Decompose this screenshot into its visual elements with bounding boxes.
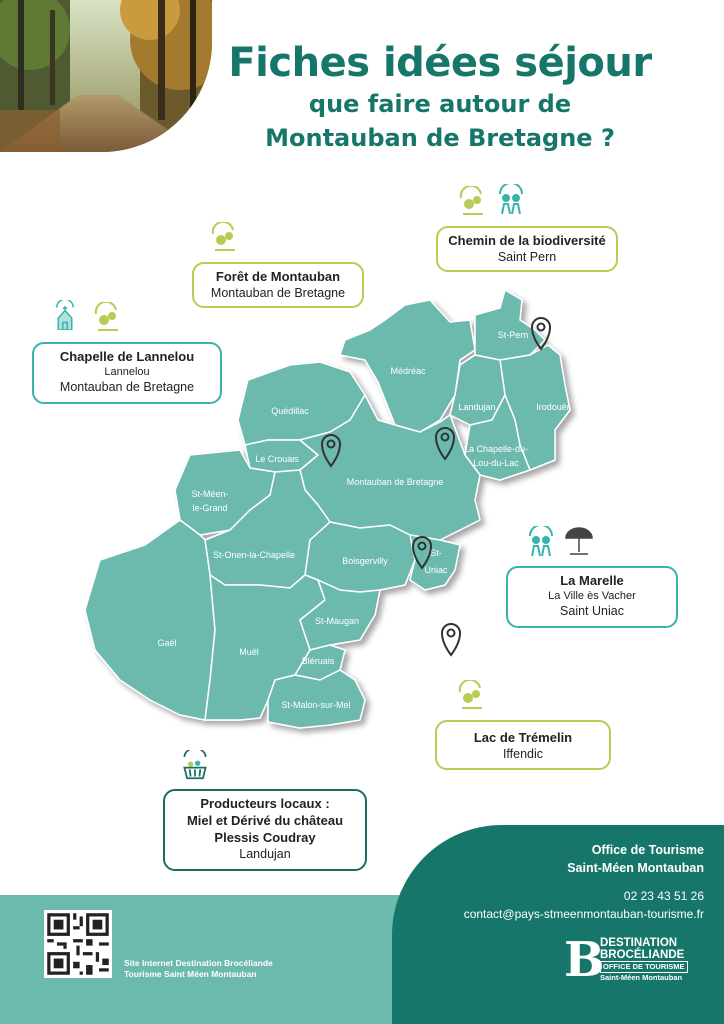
label-st-maugan: St-Maugan — [314, 616, 360, 626]
place-name: Lac de Trémelin — [473, 730, 573, 745]
place-card-producteurs-locaux[interactable] — [163, 789, 367, 871]
label-bleruais: Bléruais — [301, 656, 335, 666]
label-le-crouais: Le Crouais — [255, 454, 299, 464]
place-name: Chemin de la biodiversité — [448, 233, 606, 248]
label-gael: Gaël — [157, 638, 177, 648]
place-sublocation: La Ville ès Vacher — [548, 590, 636, 602]
page-subtitle-line2: Montauban de Bretagne ? — [265, 124, 615, 152]
label-irodouer: Irodouër — [536, 402, 570, 412]
logo-line3: OFFICE DE TOURISME — [600, 961, 688, 973]
label-medreac: Médréac — [390, 366, 426, 376]
label-st-pern: St-Pern — [497, 330, 529, 340]
destination-broceliande-logo — [564, 932, 704, 988]
office-phone[interactable]: 02 23 43 51 26 — [623, 889, 704, 903]
page-subtitle-line1: que faire autour de — [308, 90, 572, 118]
place-name-line3: Plessis Coudray — [214, 830, 316, 845]
label-st-uniac-2: Uniac — [424, 565, 448, 575]
beach-umbrella-icon — [564, 526, 594, 556]
label-st-meen-1: St-Méen- — [191, 489, 229, 499]
place-location: Montauban de Bretagne — [210, 286, 346, 300]
label-st-uniac-1: St- — [430, 548, 442, 558]
place-location: Saint Pern — [497, 250, 557, 264]
page-title: Fiches idées séjour — [228, 40, 652, 86]
place-name: Forêt de Montauban — [215, 269, 341, 284]
basket-icon — [180, 750, 210, 780]
place-name: Chapelle de Lannelou — [59, 349, 195, 364]
place-sublocation: Lannelou — [104, 366, 150, 378]
label-montauban: Montauban de Bretagne — [346, 477, 444, 487]
place-name: La Marelle — [560, 573, 624, 588]
office-contact — [464, 887, 704, 923]
office-email[interactable]: contact@pays-stmeenmontauban-tourisme.fr — [463, 907, 704, 921]
nature-icon — [457, 186, 487, 216]
nature-icon — [209, 222, 239, 252]
place-name-line2: Miel et Dérivé du château — [186, 813, 344, 828]
logo-b-icon: B — [564, 932, 605, 988]
logo-text — [600, 937, 684, 961]
family-icon — [496, 184, 526, 214]
office-name-line2: Saint-Méen Montauban — [567, 861, 704, 875]
place-card-chemin-biodiversite[interactable] — [436, 226, 618, 272]
commune-st-pern — [475, 290, 545, 360]
place-card-chapelle-lannelou[interactable] — [32, 342, 222, 404]
qr-caption-line1: Site Internet Destination Brocéliande — [124, 958, 273, 968]
place-name-line1: Producteurs locaux : — [200, 796, 330, 811]
logo-line2: BROCÉLIANDE — [600, 949, 685, 961]
place-card-lac-tremelin[interactable] — [435, 720, 611, 770]
place-location: Saint Uniac — [560, 604, 624, 618]
label-la-chapelle-1: La Chapelle-du- — [463, 444, 529, 454]
commune-st-malon — [268, 670, 365, 728]
label-landujan: Landujan — [458, 402, 496, 412]
label-muel: Muël — [239, 647, 259, 657]
label-st-malon: St-Malon-sur-Mel — [281, 700, 351, 710]
qr-code[interactable] — [44, 910, 112, 978]
qr-caption-line2: Tourisme Saint Méen Montauban — [124, 969, 257, 979]
office-name-line1: Office de Tourisme — [591, 843, 704, 857]
office-panel — [392, 825, 724, 1024]
nature-icon — [456, 680, 486, 710]
place-location: Montauban de Bretagne — [59, 380, 195, 394]
logo-line4: Saint-Méen Montauban — [600, 973, 683, 982]
label-la-chapelle-2: Lou-du-Lac — [473, 458, 519, 468]
commune-gael — [85, 520, 215, 720]
label-boisgervilly: Boisgervilly — [342, 556, 388, 566]
office-name — [567, 841, 704, 877]
nature-icon — [92, 302, 122, 332]
label-quedillac: Quédillac — [271, 406, 309, 416]
place-card-la-marelle[interactable] — [506, 566, 678, 628]
family-icon — [526, 526, 556, 556]
label-st-meen-2: le-Grand — [192, 503, 228, 513]
qr-caption — [124, 958, 273, 980]
label-st-onen: St-Onen-la-Chapelle — [212, 550, 296, 560]
place-card-foret-montauban[interactable] — [192, 262, 364, 308]
logo-line1: DESTINATION — [600, 937, 678, 949]
map-pin-icon — [442, 624, 460, 655]
place-location: Iffendic — [502, 747, 544, 761]
chapel-icon — [50, 300, 80, 330]
place-location: Landujan — [239, 847, 291, 861]
